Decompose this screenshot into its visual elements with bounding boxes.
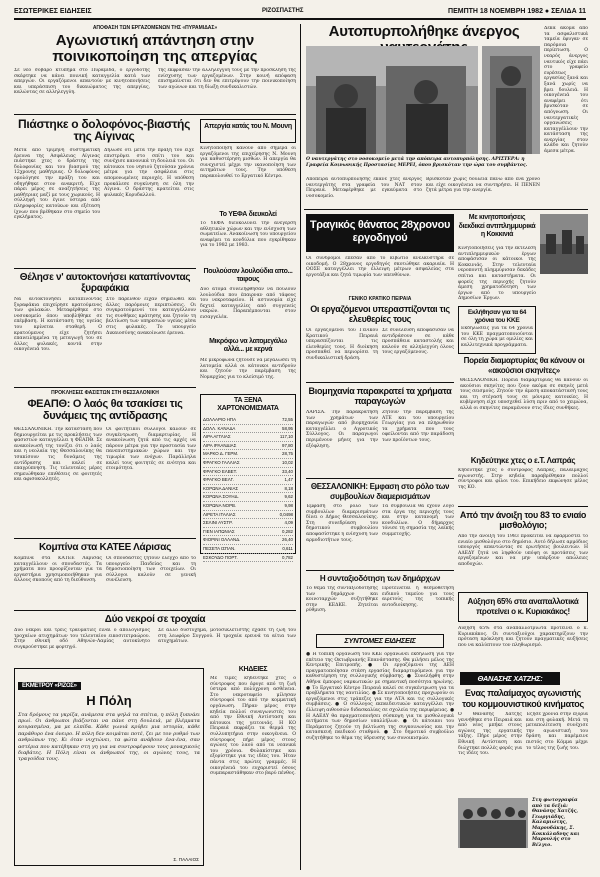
currency-row: [203, 468, 293, 477]
currency-row: [203, 554, 293, 563]
currency-rate: 0,782: [282, 554, 293, 560]
date-page: ΠΕΜΠΤΗ 18 ΝΟΕΜΒΡΗ 1982 ● ΣΕΛΙΔΑ 11: [448, 8, 586, 15]
hospital-title: Οι εργαζόμενοι υπερασπίζονται τις ελευθερίες τους: [310, 304, 450, 324]
page-header: [14, 6, 586, 20]
hatzis-photo: [458, 798, 528, 848]
hatzis-body-1: Ο Θανάσης Χατζής γεννήθηκε στο Πειραιά και από νέος μπήκε στους αγώνες της εργατικής τάξης. Πήρε μέρος στην Εθνική Αντίσταση και διώχτηκε πολλές φορές για τις ιδέες του.: [458, 712, 522, 757]
seamen-photo-left: [306, 46, 478, 154]
theloun-body-1: Να αυτοκτονήσει καταπίνοντας ξυραφάκια επιχείρησε κρατούμενος των φυλακών. Μεταφέρθηκε στο νοσοκομείο όπου υποβλήθηκε σε επέμβαση. Η κατάσταση της υγείας του κρίνεται σταθερή. Ο κρατούμενος είχε ζητήσει επανειλημμένα τη μεταγωγή του σε άλλες φυλακές, κοντά στην οικογένειά του.: [14, 297, 102, 353]
hospital-kicker: ΓΕΝΙΚΟ ΚΡΑΤΙΚΟ ΠΕΙΡΑΙΑ: [348, 296, 412, 302]
currency-name: ΛΙΡΕΤΑ ΙΤΑΛΙΑΣ: [203, 511, 236, 517]
mikrofon-body: Με μικρόφωνα ζητούσε να μεγαλώσει τη λατομεία αλλά οι κάτοικοι αντιδρούν και ζητούν την παρέμβαση της Νομαρχίας για το κλείσιμό της.: [200, 358, 296, 380]
payscale-body: Από την άνοιξη του 1983 πρόκειται να εφαρμοστεί το ενιαίο μισθολόγιο στο δημόσιο. Αυτό δήλωσε αρμόδιος υπουργός απαντώντας σε ερωτήσεις βουλευτών. Η ΑΔΕΔΥ ζητά να ληφθούν υπόψη οι προτάσεις των εργαζομένων και να μην υπάρξουν απώλειες αποδοχών.: [458, 534, 588, 567]
rizos-box-poem: Στα δρόμους τα γκρίζα, ανάμεσα στα ψηλά τα σπίτια, η πόλη ξυπνάει πρωί. Οι άνθρωποι βιάζονται να πάνε στη δουλειά, με βλέμματα κουρασμένα, μα με ελπίδα. Κάθε γωνιά κρύβει μια ιστορία, κάθε παράθυρο ένα όνειρο. Η πόλη δεν κοιμάται ποτέ, ζει με τον ρυθμό των ανθρώπων της. Κι όταν νυχτώνει, τα φώτα ανάβουν ένα-ένα, σαν αστέρια που κατέβηκαν στη γη για να συντροφέψουν τους μοναχικούς διαβάτες. Η Πόλη είναι οι άνθρωποί της, οι αγώνες τους, τα τραγούδια τους.: [18, 711, 200, 763]
hatzis-kicker: ΘΑΝΑΣΗΣ ΧΑΤΖΗΣ:: [460, 672, 560, 685]
injured-body-2: Σε άλλο δυστύχημα, μοτοσικλετιστής έχασε τη ζωή του στη λεωφόρο Συγγρού. Η τροχαία ερευνά τα αίτια των ατυχημάτων.: [158, 628, 296, 645]
currency-rate: 8,18: [284, 485, 293, 491]
theloun-body-2: Στο παρελθόν είχαν σημειωθεί και άλλες παρόμοιες περιπτώσεις. Οι συγκρατούμενοί του καταγγέλλουν τις συνθήκες κράτησης και ζητούν τη βελτίωση των υπηρεσιών υγείας μέσα στις φυλακές. Το υπουργείο Δικαιοσύνης ανακοίνωσε έρευνα.: [106, 297, 196, 336]
currency-name: ΕΣΚΟΥΔΟ ΠΟΡΤ.: [203, 554, 238, 560]
currency-rate: 1,47: [284, 477, 293, 483]
currency-rate: 97,80: [282, 442, 293, 448]
currency-rate: 0,611: [282, 545, 293, 551]
photo-group: [458, 798, 528, 848]
thessaloniki-title: ΘΕΣΣΑΛΟΝΙΚΗ: Εμφαση στο ρόλο των συμβουλίων διαμερισμάτων: [310, 482, 450, 501]
kompina-body-2: Οι σπουδαστές ζητούν έλεγχο από το υπουργείο Παιδείας και τη δημοσιοποίηση των στοιχείων. Οι σύλλογοι καλούν σε γενική συνέλευση.: [106, 556, 196, 584]
thessaloniki-body-2: Τα συμβούλια θα έχουν λόγο στα έργα της περιοχής τους και στην κατανομή των κονδυλίων. Ο δήμαρχος τόνισε τη σημασία της λαϊκής συμμετοχής.: [382, 504, 454, 537]
short-news-title: ΣΥΝΤΟΜΕΣ ΕΙΔΗΣΕΙΣ: [316, 634, 444, 648]
currency-row: [203, 433, 293, 442]
currency-name: ΣΕΛΙΝΙ ΑΥΣΤΡ.: [203, 520, 233, 526]
funerals-body: Με τιμές κηδεύτηκε χτες ο σύντροφος που έφυγε από τη ζωή ύστερα από πολύχρονη ασθένεια. Στο νεκροταφείο μίλησαν σύντροφοί του από την κομματική οργάνωση. Πήραν μέρος στην κηδεία πολλοί συναγωνιστές του από την Εθνική Αντίσταση και κάτοικοι της γειτονιάς. Η ΚΟ Πειραιά εκφράζει τα θερμά της συλλυπητήρια στην οικογένεια. Ο σύντροφος πήρε μέρος στους αγώνες του λαού από τα νεανικά του χρόνια. Φυλακίστηκε και εξορίστηκε για τις ιδέες του. Ήταν πάντα στις πρώτες γραμμές. Η οικογένειά του ευχαριστεί όσους συμπαραστάθηκαν στο βαρύ πένθος.: [210, 676, 296, 777]
anniversary-body: Εκδηλώσεις για τα 64 χρόνια του ΚΚΕ πραγματοποιούνται σε όλη τη χώρα με ομιλίες και καλλιτεχνικά προγράμματα.: [461, 326, 533, 348]
tragic-title: Τραγικός θάνατος 28χρονου εργοδηγού: [306, 214, 454, 252]
industry-title: Βιομηχανία παρακρατεί τα χρήματα παραγωγών: [308, 386, 452, 406]
seamen-title: Αυτοπυρπολήθηκε άνεργος: [328, 23, 520, 40]
currency-rate: 58,95: [282, 425, 293, 431]
section-name: ΕΣΩΤΕΡΙΚΕΣ ΕΙΔΗΣΕΙΣ: [14, 8, 92, 15]
currency-rate: 4,09: [284, 520, 293, 526]
pulled-title: Πουλούσαν λουλούδια απο... ταφους: [203, 268, 293, 283]
currency-rate: 9,98: [284, 502, 293, 508]
currency-name: ΦΡΑΓΚΟ ΓΑΛΛΙΑΣ: [203, 459, 240, 465]
currency-row: [203, 536, 293, 545]
poreia-photo: [540, 214, 588, 274]
payscale-title: Από την άνοιξη του 83 το ενιαίο μισθολόγιο;: [459, 510, 587, 530]
currency-row: [203, 528, 293, 537]
currency-name: ΦΡΑΓΚΟ ΒΕΛΓ.: [203, 477, 234, 483]
currency-table: [203, 416, 293, 562]
currency-name: ΚΟΡΩΝΑ ΝΟΡΒ.: [203, 502, 237, 508]
currency-row: [203, 476, 293, 485]
currency-name: ΔΟΛΛΑΡΙΟ ΗΠΑ: [203, 417, 237, 422]
pension-title: Αύξηση 65% στα αναπαλλοτικά προτείνει ο κ. Κυριακάκος!: [458, 592, 588, 622]
currency-name: ΚΟΡΩΝΑ ΣΟΥΗΔ.: [203, 494, 239, 500]
injured-body-1: Δύο νεκροί και τρεις τραυματίες είναι ο απολογισμός τροχαίων ατυχημάτων του τελευταίου εικοσιτετραώρου. Στην εθνική οδό Αθηνών-Λαμίας αυτοκίνητο συγκρούστηκε με φορτηγό.: [14, 628, 150, 650]
currency-name: ΚΟΡΩΝΑ ΔΑΝΙΑΣ: [203, 485, 239, 491]
mayors-title: Η συνταξιοδότηση των δημάρχων: [319, 574, 441, 583]
currency-row: [203, 450, 293, 459]
beaten-title: Με κινητοποιήσεις διεκδικεί αντιπλημμυρικά η Κοκκινιά: [458, 214, 536, 238]
hospital-body-1: Οι εργαζόμενοι του Γενικού Κρατικού Πειραιά υπερασπίζονται τις ελευθερίες τους. Η διοίκηση προσπαθεί να περιορίσει τη συνδικαλιστική δράση.: [306, 328, 378, 361]
mikrofon-title: Μικρόφω να λατομεγάλω αλλά... με κερνά: [209, 338, 287, 353]
currency-name: ΜΑΡΚΟ Δ. ΓΕΡΜ.: [203, 451, 239, 457]
hatzis-caption: Στη φωτογραφία από τα δεξιά: Θανάσης Χατζής, Γεωργιάδης, Καλαμιώτης, Μαρουδάκης, Σ. Κοκκάλαδνης και Μαρουλής στο Βέλγιο.: [532, 798, 580, 848]
theloun-title: Θέλησε ν' αυτοκτονήσει καταπίνοντας ξυραφάκια: [19, 272, 191, 294]
thessaloniki-body-1: Έμφαση στο ρόλο των συμβουλίων διαμερισμάτων δίνει ο Δήμος Θεσσαλονίκης. Στη συνεδρίαση του δημοτικού συμβουλίου αποφασίστηκε η ενίσχυση των αρμοδιοτήτων τους.: [306, 504, 378, 543]
strike-title: Αγωνιστική απάντηση στην ποινικοποίηση της απεργίας: [52, 32, 258, 65]
industry-body-1: ΛΑΡΙΣΑ. Την παρακράτηση των χρημάτων των παραγωγών από βιομηχανία καταγγέλλει ο Αγροτικός Σύλλογος. Οι παραγωγοί περιμένουν μήνες για την εξόφληση.: [306, 410, 378, 449]
pulled-body: Δύο άτομα συνελήφθησαν να πουλούν λουλούδια που έπαιρναν από τάφους του νεκροταφείου. Η αστυνομία είχε δεχτεί καταγγελίες από συγγενείς νεκρών. Παραπέμπονται στον εισαγγελέα.: [200, 287, 296, 320]
currency-name: ΦΙΟΡΙΝΙ ΟΛΛΑΝΔ.: [203, 537, 241, 543]
arrest-body-2: Δήλωσε ότι μετά την πράξη του είχε επιστρέψει στο σπίτι του και συνέχισε κανονικά τη δουλειά του. Οι κάτοικοι του νησιού ζητούσαν χρόνια μέτρα για την ασφάλεια στις απομονωμένες περιοχές. Η υπόθεση προκάλεσε συγκίνηση σε όλη την Αίγινα. Ο δράστης κρατείται στις φυλακές Κορυδαλλού.: [104, 148, 194, 198]
currency-title: ΤΑ ΞΕΝΑ ΧΑΡΤΟΝΟΜΙΣΜΑΤΑ: [217, 397, 279, 412]
paper-name: ΡΙΖΟΣΠΑΣΤΗΣ: [262, 8, 304, 14]
lapras-title: Κηδεύτηκε χτες ο ε.Τ. Λαπράς: [470, 456, 576, 465]
poreia-title: Πορεία διαμαρτυρίας θα κάνουν οι «ακούσιοι σκηνίτες»: [463, 356, 585, 375]
currency-rate: 0,0498: [279, 511, 293, 517]
currency-rate: 0,282: [282, 528, 293, 534]
currency-row: [203, 493, 293, 502]
currency-row: [203, 519, 293, 528]
anniversary-box: [458, 306, 536, 354]
currency-row: [203, 545, 293, 554]
rizos-box: [14, 668, 204, 866]
currency-row: [203, 416, 293, 425]
currency-rate: 28,75: [282, 451, 293, 457]
currency-name: ΠΕΣΕΤΑ ΙΣΠΑΝ.: [203, 545, 236, 551]
strike-kicker: ΑΠΟΦΑΣΗ ΤΩΝ ΕΡΓΑΖΟΜΕΝΩΝ ΤΗΣ «ΠΥΡΑΜΙΔΑΣ»: [92, 25, 218, 31]
hospital-body-2: Σε συνέλευση αποφάσισαν να αντιδράσουν σε κάθε προσπάθεια καταστολής και καλούν σε αλληλεγγύη όλους τους εργαζόμενους.: [382, 328, 454, 356]
industry-body-2: Ζητούν την παρέμβαση της ΑΤΕ και του υπουργείου Γεωργίας για να πληρωθούν τα χρήματα που τους οφείλονται από την παράδοση των προϊόντων τους.: [382, 410, 454, 443]
tragic-body: Οι σύνδρομοι έπεσαν από το κιβώτιο ανελκυστήρα σε οικοδομή. Ο 28χρονος εργοδηγός σκοτώθηκε ακαριαία. Η ΟΟΣΕ καταγγέλλει την έλλειψη μέτρων ασφαλείας στα εργοτάξια και ζητά τιμωρία των υπευθύνων.: [306, 256, 454, 278]
short-news-body: ● Η τοπική οργάνωση του ΚΚΕ οργανώνει εκδήλωση για την επέτειο της Οκτωβριανής Επανάστασης. Θα μιλήσει μέλος της Κεντρικής Επιτροπής. ● Οι εργαζόμενοι της ΔΕΗ πραγματοποίησαν στάση εργασίας διαμαρτυρόμενοι για την καθυστέρηση της συλλογικής σύμβασης. ● Συνελήφθη στην Αθήνα έμπορος ναρκωτικών με σημαντική ποσότητα ηρωίνης. ● Το Εργατικό Κέντρο Πειραιά καλεί σε συγκέντρωση για τα προβλήματα της ναυτιλίας. ● Σε κινητοποιήσεις προχωρούν οι εργαζόμενοι στις τράπεζες για την ΑΤΑ και τις συλλογικές συμβάσεις. ● Ο σύλλογος εκπαιδευτικών καταγγέλλει την έλλειψη αιθουσών διδασκαλίας σε σχολεία της περιφέρειας. ● Η ΑΔΕΔΥ θα πραγματοποιήσει σύσκεψη για τα μισθολογικά αιτήματα των δημοσίων υπαλλήλων. ● Οι κάτοικοι του Περάματος ζητούν τη βελτίωση της συγκοινωνίας και την κατασκευή παιδικού σταθμού. ● Στο δημοτικό συμβούλιο συζητήθηκε το θέμα της ύδρευσης των συνοικισμών.: [306, 652, 454, 741]
strike-body-left: Σε νέο σοβαρό κτύπημα στο Πυραμίδα, ο εργοδότης σκέφτηκε να κάνει ποινική καταγγελία κατά των απεργών. Οι εργαζόμενοι απαντούν με κινητοποιήσεις και υπεράσπιση του δικαιώματος της απεργίας, καλώντας σε αλληλεγγύη.: [14, 68, 150, 96]
rizos-box-title: Η Πόλη: [86, 693, 132, 708]
currency-rate: 26,40: [282, 537, 293, 543]
currency-row: [203, 485, 293, 494]
currency-name: ΛΙΡΑ ΑΓΓΛΙΑΣ: [203, 434, 231, 440]
seamen-side-body: Δεκα ακόμα από τα ασφαλιστικά ταμεία έφυγαν σε παρόμοια περίπτωση. Ο νεαρός άνεργος ναυτικός είχε πάει στο γραφείο ευρέσεως εργασίας ξανά και ξανά χωρίς να βρει δουλειά. Η οικογένειά του αναφέρει ότι βρισκόταν σε απόγνωση. Οι ναυτεργατικές οργανώσεις καταγγέλλουν την κατάσταση της ανεργίας στον κλάδο και ζητούν άμεσα μέτρα.: [544, 26, 588, 155]
mayors-body-2: Προτείνεται η θεσμοθέτηση ειδικού ταμείου για τους αιρετούς της τοπικής αυτοδιοίκησης.: [382, 586, 454, 608]
rizos-box-signature: Σ. ΠΑΛΑΙΟΣ: [173, 857, 199, 862]
hatzis-title: Ενας παλαίμαχος αγωνιστής του κομμουνιστικού κινήματος: [462, 688, 584, 709]
anniversary-title: Εκλήθησαν για τα 64 χρόνια του ΚΚΕ: [467, 309, 527, 324]
photo-scene-3: [540, 214, 588, 274]
kompina-title: Κομπίνα στα ΚΑΤΕΕ Λάρισας: [38, 542, 172, 553]
rizos-box-label: ΕΚΜΕΤΡΟΥ «ΡΙΖΟΣ»: [18, 682, 81, 690]
seamen-photo-right: [482, 46, 540, 154]
poreia-body: ΘΕΣΣΑΛΟΝΙΚΗ. Πορεία διαμαρτυρίας θα κάνουν οι ακούσιοι σκηνίτες που ζουν ακόμα σε σκηνές μετά τους σεισμούς. Ζητούν την άμεση αποκατάστασή τους και τη στέγασή τους σε μόνιμες κατοικίες. Η κυβέρνηση είχε υποσχεθεί λύση πριν από το χειμώνα, αλλά οι σκηνίτες παραμένουν στις ίδιες συνθήκες.: [460, 378, 588, 411]
currency-rate: 10,02: [282, 459, 293, 465]
usa-body: Το ΥΕΦΑ διευκολύνει την ανέγερση αθλητικών χώρων και την ενίσχυση των σωματείων. Ανακοίνωση του υπουργείου αναφέρει τα κονδύλια που εγκρίθηκαν για το 1982 με 1983.: [200, 221, 296, 249]
beaten-body: Κινητοποιήσεις για την εκτέλεση αντιπλημμυρικών έργων αποφάσισαν οι κάτοικοι της Κοκκινιάς. Στην τελευταία νεροποντή πλημμύρισαν δεκάδες σπίτια και καταστήματα. Οι φορείς της περιοχής ζητούν άμεση χρηματοδότηση των έργων από το υπουργείο Δημοσίων Έργων.: [458, 246, 536, 302]
seamen-body-1: Απόπειρα αυτοπυρπόλησης έκανε χτες άνεργος ναυτεργάτης στα γραφεία του ΝΑΤ στον Πειραιά. Μεταφέρθηκε με εγκαύματα στο νοσοκομείο.: [306, 177, 422, 199]
kompina-body-1: Κομπίνα στα ΚΑΤΕΕ Λάρισας καταγγέλλουν οι σπουδαστές. Τα χρήματα που προορίζονταν για τα εργαστήρια χρησιμοποιήθηκαν για άλλους σκοπούς από τη διεύθυνση.: [14, 556, 102, 584]
currency-rate: 33,40: [282, 468, 293, 474]
funerals-title: ΚΗΔΕΙΕΣ: [238, 666, 268, 673]
currency-rate: 72,55: [282, 417, 293, 422]
currency-name: ΓΙΕΝ ΙΑΠΩΝΙΑΣ: [203, 528, 235, 534]
fascists-body-2: Οι φοιτητικοί σύλλογοι καλούν σε συγκέντρωση διαμαρτυρίας. Η ανακοίνωση ζητά από τις αρχές να πάρουν μέτρα για την προστασία των πανεπιστημιακών χώρων και την τιμωρία των ενόχων. Παράλληλα καλεί τους φοιτητές σε ενότητα και ετοιμότητα.: [106, 427, 196, 472]
seamen-body-2: Βρισκόταν χωρίς δουλειά πάνω από ένα χρόνο και είχε οικογένεια να συντηρήσει. Η ΠΕΝΕΝ ζητά μέτρα για την ανεργία.: [426, 177, 540, 194]
lapras-body: Κηδεύτηκε χτες ο σύντροφος Λαπράς, παλαίμαχος αγωνιστής. Στην κηδεία παραβρέθηκαν πολλοί σύντροφοι και φίλοι του. Επικήδειο εκφώνησε μέλος της ΚΟ.: [458, 468, 588, 490]
seamen-caption: Ο ναυτεργάτης στο νοσοκομείο μετά την απόπειρα αυτοπυρπόλησης. ΑΡΙΣΤΕΡΑ: η Γραφεία Κοινωνικής Προστασίας ΜΕΡΕΙ, όπου βρισκόταν την ώρα του συμβάντος.: [306, 157, 528, 168]
photo-scene: [306, 46, 478, 154]
currency-rate: 9,62: [284, 494, 293, 500]
injured-title: Δύο νεκροί σε τροχαία: [104, 614, 206, 625]
currency-rate: 117,10: [279, 434, 293, 440]
fascists-kicker: ΠΡΟΚΛΗΣΕΙΣ ΦΑΣΙΣΤΩΝ ΣΤΗ ΘΕΣΣΑΛΟΝΙΚΗ: [51, 390, 159, 396]
currency-name: ΔΟΛΛ. ΚΑΝΑΔΑ: [203, 425, 236, 431]
currency-box: [200, 394, 296, 560]
arrest-title: Πιάστηκε ο δολοφόνος-βιαστής της Αίγινας: [17, 117, 191, 143]
mayors-body-1: Το θέμα της συνταξιοδότησης των δημάρχων και κοινοταρχών συζητήθηκε στην ΚΕΔΚΕ. Ζητείται ρύθμιση.: [306, 586, 378, 614]
currency-row: [203, 459, 293, 468]
fascists-title: ΦΕΑΠΘ: Ο λαός θα τσακίσει τις δυνάμεις της αντίδρασης: [27, 398, 183, 422]
arrest-body-1: Μετά από τρίμηνη συστηματική έρευνα της Ασφάλειας Αίγινας πιάστηκε χτες ο δράστης της δολοφονίας και του βιασμού της 12χρονης μαθήτριας. Ο δολοφόνος ομολόγησε την πράξη του και οδηγήθηκε στον ανακριτή. Είχε πάρει μέρος σε αναζητήσεις της μαθήτριας μαζί με τους χωρικούς. Η σύλληψή του έγινε ύστερα από πληροφορίες κατοίκων και εξέταση ίχνων που βρέθηκαν στο σημείο του εγκλήματος.: [14, 148, 100, 221]
fascists-body-1: ΘΕΣΣΑΛΟΝΙΚΗ. Την κατάσταση που δημιουργείται με τις προκλήσεις των φασιστών καταγγέλλει η ΦΕΑΠΘ. Σε ανακοίνωσή της τονίζει ότι ο λαός και η νεολαία της Θεσσαλονίκης θα τσακίσουν τις δυνάμεις της αντίδρασης και καλεί σε επαγρύπνηση. Τις τελευταίες μέρες σημειώθηκαν επιθέσεις σε φοιτητές και αφισοκολλητές.: [14, 427, 102, 483]
box-strike-title: Απεργία κατάς του Ν. Μουνη: [200, 119, 296, 143]
currency-row: [203, 511, 293, 520]
box-strike-body: Κινητοποίηση κάνουν από σήμερα οι εργαζόμενοι της επιχείρησης Ν. Μουνη για καθυστέρηση μισθών. Η απεργία θα συνεχιστεί μέχρι την ικανοποίηση των αιτημάτων τους. Την υπόθεση παρακολουθεί το Εργατικό Κέντρο.: [200, 146, 296, 179]
pension-body: Αύξηση 65% στα αναπαλλοτρίωτα προτείνει ο κ. Κυριακάκος. Οι συνταξιούχοι χαρακτηρίζουν την πρόταση πρόκληση και ζητούν πραγματικές αυξήσεις που να καλύπτουν τον πληθωρισμό.: [458, 626, 588, 648]
currency-name: ΦΡΑΓΚΟ ΕΛΒΕΤ.: [203, 468, 238, 474]
usa-title: Το ΥΕΦΑ διευκολεί: [219, 211, 277, 218]
currency-name: ΛΙΡΑ ΙΡΛΑΝΔΙΑΣ: [203, 442, 237, 448]
currency-row: [203, 442, 293, 451]
hatzis-body-2: Έζησε χρόνια στην εξορία και στη φυλακή. Μετά τη μεταπολίτευση συνέχισε την αγωνιστική του δράση και παρέμεινε πιστός στο Κόμμα μέχρι το τέλος της ζωής του.: [526, 712, 588, 751]
currency-row: [203, 425, 293, 434]
currency-row: [203, 502, 293, 511]
strike-body-right: της εκφρασαν την αλληλεγγύη τους με την πρόσκληση της ενίσχυσης των εργαζομένων. Στην κοινή απόφαση επισημαίνεται ότι δεν θα επιτρέψουν την ποινικοποίηση των αγώνων και τη δίωξη συνδικαλιστών.: [158, 68, 296, 90]
photo-scene-2: [482, 46, 540, 154]
